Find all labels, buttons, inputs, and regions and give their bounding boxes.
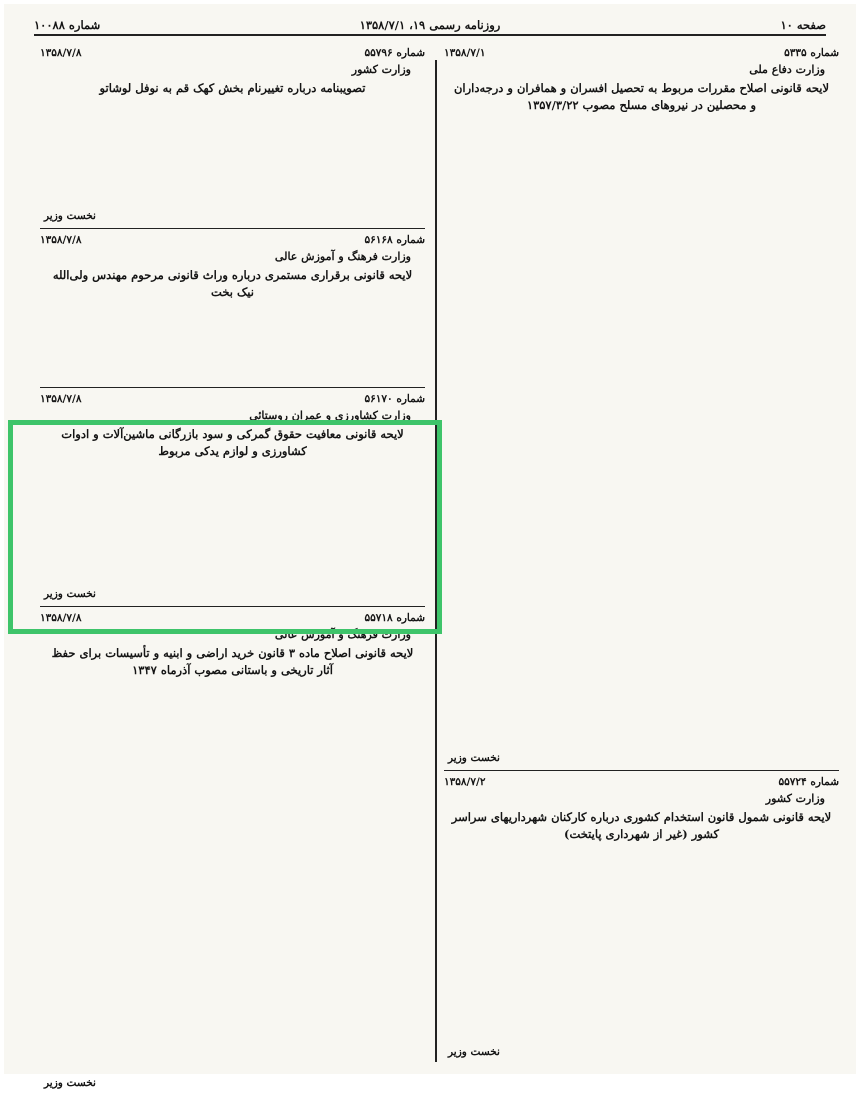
ministry-name: وزارت فرهنگ و آموزش عالی — [274, 250, 411, 263]
article-title: لایحه قانونی اصلاح مقررات مربوط به تحصیل افسران و همافران و درجه‌داران و محصلین در نیروهای مسلح مصوب ۱۳۵۷/۳/۲۲ — [453, 81, 830, 112]
body-line — [40, 834, 425, 849]
body-line — [444, 344, 839, 359]
body-line — [444, 689, 839, 704]
article-title: لایحه قانونی معافیت حقوق گمرکی و سود بازرگانی ماشین‌آلات و ادوات کشاورزی و لوازم یدکی مربوط — [61, 427, 404, 458]
body-line — [40, 924, 425, 939]
article-number: شماره ۵۳۳۵ — [784, 47, 839, 59]
body-line — [444, 908, 839, 923]
body-line — [444, 554, 839, 569]
body-line — [40, 132, 425, 147]
article-date: ۱۳۵۸/۷/۸ — [40, 47, 82, 59]
body-line — [444, 134, 839, 149]
article-date: ۱۳۵۸/۷/۲ — [444, 776, 486, 788]
body-line — [40, 744, 425, 759]
article-date: ۱۳۵۸/۷/۸ — [40, 234, 82, 246]
article-municipal-employment — [444, 775, 839, 1058]
body-line — [444, 998, 839, 1013]
body-line — [444, 209, 839, 224]
body-line — [444, 539, 839, 554]
body-line — [444, 848, 839, 863]
body-line — [40, 969, 425, 984]
body-line — [444, 179, 839, 194]
body-line — [444, 164, 839, 179]
right-column — [444, 46, 839, 1064]
body-line — [40, 804, 425, 819]
ministry-name: وزارت دفاع ملی — [749, 63, 825, 76]
article-meta — [444, 46, 839, 60]
article-title: تصویبنامه درباره تغییرنام بخش کهک قم به نوفل لوشاتو — [99, 81, 366, 95]
body-line — [444, 983, 839, 998]
signature: نخست وزیر — [44, 210, 96, 222]
body-line — [40, 1059, 425, 1074]
body-line — [444, 644, 839, 659]
body-line — [444, 254, 839, 269]
body-line — [40, 864, 425, 879]
body-line — [444, 953, 839, 968]
article-number: شماره ۵۵۷۹۶ — [364, 47, 425, 59]
body-line — [40, 177, 425, 192]
ministry-name: وزارت کشور — [765, 792, 825, 805]
body-line — [444, 599, 839, 614]
body-line — [40, 306, 425, 321]
body-line — [40, 894, 425, 909]
article-number: شماره ۵۵۷۲۴ — [778, 776, 839, 788]
article-renaming-kahak — [40, 46, 425, 222]
body-line — [444, 194, 839, 209]
article-body — [40, 306, 425, 381]
body-line — [444, 374, 839, 389]
article-heritage-law — [40, 611, 425, 1089]
body-line — [444, 479, 839, 494]
article-divider — [444, 770, 839, 771]
body-line — [40, 162, 425, 177]
body-line — [40, 117, 425, 132]
body-line — [40, 759, 425, 774]
body-line — [444, 674, 839, 689]
article-military-education — [444, 46, 839, 764]
ministry-name: وزارت کشاورزی و عمران روستائی — [249, 409, 411, 422]
body-line — [444, 284, 839, 299]
body-line — [444, 119, 839, 134]
body-line — [444, 314, 839, 329]
page-number: صفحه ۱۰ — [780, 18, 826, 32]
article-meta — [40, 233, 425, 247]
body-line — [40, 1044, 425, 1059]
article-number: شماره ۵۵۷۱۸ — [364, 612, 425, 624]
body-line — [40, 909, 425, 924]
body-line — [444, 893, 839, 908]
body-line — [444, 863, 839, 878]
signature: نخست وزیر — [448, 752, 500, 764]
body-line — [444, 509, 839, 524]
body-line — [444, 968, 839, 983]
signature: نخست وزیر — [44, 1077, 96, 1089]
body-line — [444, 938, 839, 953]
article-date: ۱۳۵۸/۷/۸ — [40, 393, 82, 405]
article-title: لایحه قانونی شمول قانون استخدام کشوری درباره کارکنان شهرداریهای سراسر کشور (غیر از شهرداری پایتخت) — [451, 810, 832, 841]
body-line — [40, 684, 425, 699]
issue-number: شماره ۱۰۰۸۸ — [34, 18, 101, 32]
body-line — [40, 774, 425, 789]
body-line — [444, 359, 839, 374]
article-title: لایحه قانونی اصلاح ماده ۳ قانون خرید اراضی و ابنیه و تأسیسات برای حفظ آثار تاریخی و باستانی مصوب آذرماه ۱۳۴۷ — [51, 646, 414, 677]
body-line — [40, 819, 425, 834]
body-line — [40, 336, 425, 351]
body-line — [444, 464, 839, 479]
article-pension — [40, 233, 425, 381]
body-line — [40, 321, 425, 336]
body-line — [444, 269, 839, 284]
body-line — [444, 149, 839, 164]
body-line — [40, 849, 425, 864]
body-line — [40, 351, 425, 366]
body-line — [444, 389, 839, 404]
article-number: شماره ۵۶۱۷۰ — [364, 393, 425, 405]
body-line — [40, 192, 425, 207]
body-line — [444, 434, 839, 449]
body-line — [444, 584, 839, 599]
gazette-title: روزنامه رسمی ۱۹، ۱۳۵۸/۷/۱ — [359, 18, 501, 32]
body-line — [444, 1013, 839, 1028]
body-line — [40, 999, 425, 1014]
body-line — [40, 954, 425, 969]
body-line — [40, 729, 425, 744]
body-line — [444, 524, 839, 539]
article-body — [40, 684, 425, 1074]
body-line — [444, 449, 839, 464]
article-number: شماره ۵۶۱۶۸ — [364, 234, 425, 246]
article-meta — [444, 775, 839, 789]
body-line — [40, 1014, 425, 1029]
body-line — [444, 494, 839, 509]
body-line — [40, 984, 425, 999]
article-date: ۱۳۵۸/۷/۸ — [40, 612, 82, 624]
ministry-name: وزارت فرهنگ و آموزش عالی — [274, 628, 411, 641]
article-divider — [40, 228, 425, 229]
body-line — [40, 714, 425, 729]
body-line — [444, 704, 839, 719]
body-line — [40, 879, 425, 894]
article-meta — [40, 46, 425, 60]
body-line — [444, 719, 839, 734]
body-line — [40, 366, 425, 381]
body-line — [444, 239, 839, 254]
body-line — [40, 147, 425, 162]
body-line — [444, 299, 839, 314]
body-line — [444, 1028, 839, 1043]
article-body — [444, 848, 839, 1043]
signature: نخست وزیر — [44, 588, 96, 600]
highlight-box — [8, 420, 442, 634]
body-line — [40, 789, 425, 804]
article-divider — [40, 387, 425, 388]
article-title: لایحه قانونی برقراری مستمری درباره وراث قانونی مرحوم مهندس ولی‌الله نیک بخت — [52, 268, 413, 299]
body-line — [40, 102, 425, 117]
body-line — [444, 419, 839, 434]
body-line — [444, 629, 839, 644]
body-line — [40, 1029, 425, 1044]
body-line — [444, 404, 839, 419]
article-body — [40, 102, 425, 207]
signature: نخست وزیر — [448, 1046, 500, 1058]
article-meta — [40, 392, 425, 406]
body-line — [40, 939, 425, 954]
body-line — [444, 923, 839, 938]
body-line — [444, 224, 839, 239]
article-date: ۱۳۵۸/۷/۱ — [444, 47, 486, 59]
article-body — [444, 119, 839, 749]
body-line — [444, 659, 839, 674]
body-line — [40, 699, 425, 714]
body-line — [444, 734, 839, 749]
ministry-name: وزارت کشور — [351, 63, 411, 76]
body-line — [444, 614, 839, 629]
body-line — [444, 878, 839, 893]
body-line — [444, 569, 839, 584]
header-rule — [34, 34, 826, 36]
body-line — [444, 329, 839, 344]
